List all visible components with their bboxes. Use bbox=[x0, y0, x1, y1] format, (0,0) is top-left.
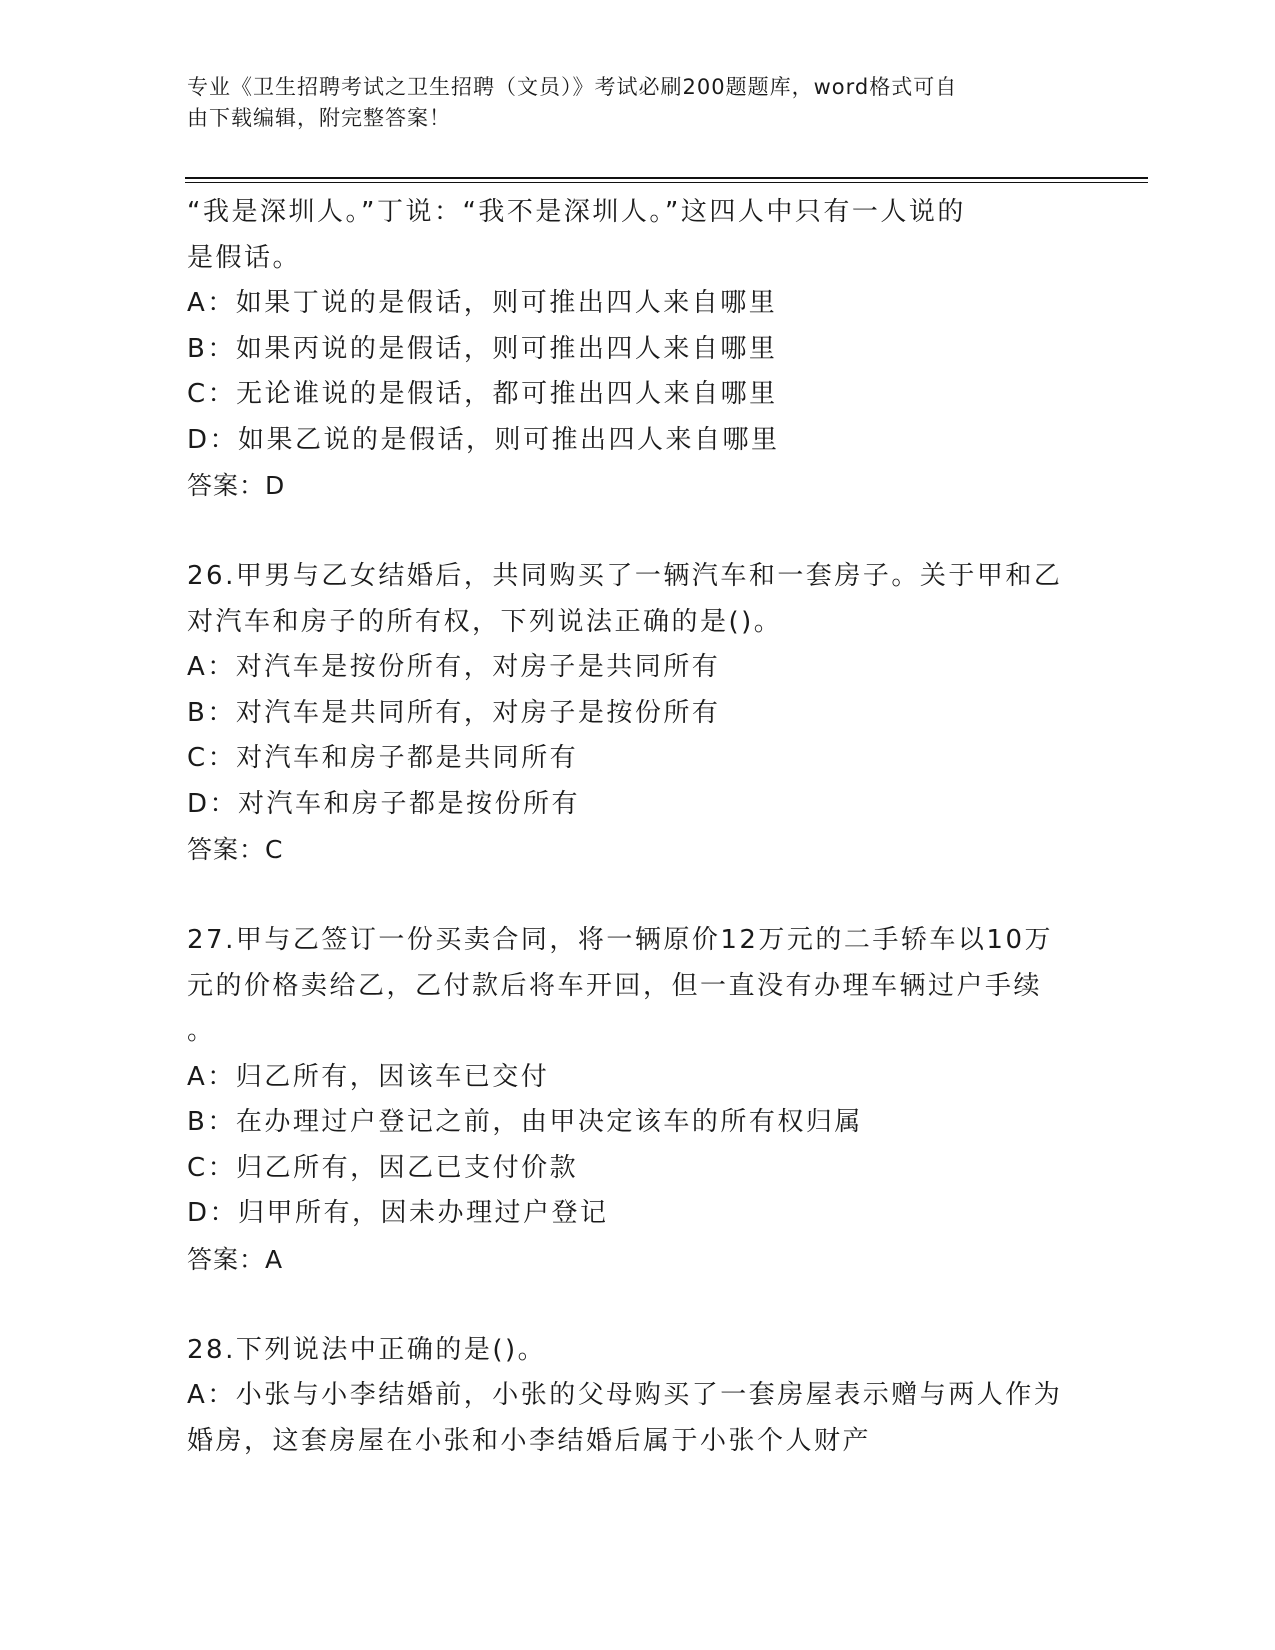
option-c: C：对汽车和房子都是共同所有 bbox=[187, 743, 579, 773]
question-stem: 元的价格卖给乙，乙付款后将车开回，但一直没有办理车辆过户手续 bbox=[187, 970, 1043, 1001]
answer-label: 答案：A bbox=[187, 1244, 284, 1274]
header-divider-thick bbox=[185, 177, 1148, 179]
option-b: B：如果丙说的是假话，则可推出四人来自哪里 bbox=[187, 333, 778, 364]
question-stem: 27.甲与乙签订一份买卖合同，将一辆原价12万元的二手轿车以10万 bbox=[187, 925, 1054, 955]
question-stem: 28.下列说法中正确的是()。 bbox=[187, 1334, 547, 1365]
question-stem: 是假话。 bbox=[187, 242, 302, 273]
spacer bbox=[187, 1282, 1087, 1328]
question-26 bbox=[187, 554, 1087, 873]
question-28 bbox=[187, 1328, 1087, 1465]
spacer bbox=[187, 873, 1087, 919]
option-c: C：归乙所有，因乙已支付价款 bbox=[187, 1152, 579, 1183]
option-a: A：如果丁说的是假话，则可推出四人来自哪里 bbox=[187, 288, 778, 318]
option-a: A：对汽车是按份所有，对房子是共同所有 bbox=[187, 652, 721, 682]
question-stem: 26.甲男与乙女结婚后，共同购买了一辆汽车和一套房子。关于甲和乙 bbox=[187, 561, 1063, 591]
question-list bbox=[187, 190, 1087, 1464]
option-d: D：归甲所有，因未办理过户登记 bbox=[187, 1198, 609, 1228]
answer-label: 答案：D bbox=[187, 471, 286, 500]
question-27 bbox=[187, 918, 1087, 1282]
option-b: B：在办理过户登记之前，由甲决定该车的所有权归属 bbox=[187, 1107, 863, 1137]
question-stem: “我是深圳人。”丁说：“我不是深圳人。”这四人中只有一人说的 bbox=[187, 197, 966, 227]
document-header bbox=[187, 72, 1067, 134]
option-a: A：归乙所有，因该车已交付 bbox=[187, 1061, 550, 1092]
answer-label: 答案：C bbox=[187, 835, 284, 864]
option-b: B：对汽车是共同所有，对房子是按份所有 bbox=[187, 697, 721, 728]
option-d: D：对汽车和房子都是按份所有 bbox=[187, 788, 581, 819]
spacer bbox=[187, 509, 1087, 555]
header-title-line-1: 专业《卫生招聘考试之卫生招聘（文员）》考试必刷200题题库，word格式可自 bbox=[187, 75, 958, 99]
option-a: A：小张与小李结婚前，小张的父母购买了一套房屋表示赠与两人作为 bbox=[187, 1380, 1063, 1410]
question-stem: 对汽车和房子的所有权，下列说法正确的是()。 bbox=[187, 606, 783, 637]
header-divider-thin bbox=[185, 182, 1148, 183]
header-title-line-2: 由下载编辑，附完整答案！ bbox=[187, 106, 451, 130]
question-25 bbox=[187, 190, 1087, 509]
option-a: 婚房，这套房屋在小张和小李结婚后属于小张个人财产 bbox=[187, 1425, 872, 1456]
option-c: C：无论谁说的是假话，都可推出四人来自哪里 bbox=[187, 379, 778, 409]
question-stem: 。 bbox=[187, 1016, 216, 1046]
option-d: D：如果乙说的是假话，则可推出四人来自哪里 bbox=[187, 424, 780, 455]
